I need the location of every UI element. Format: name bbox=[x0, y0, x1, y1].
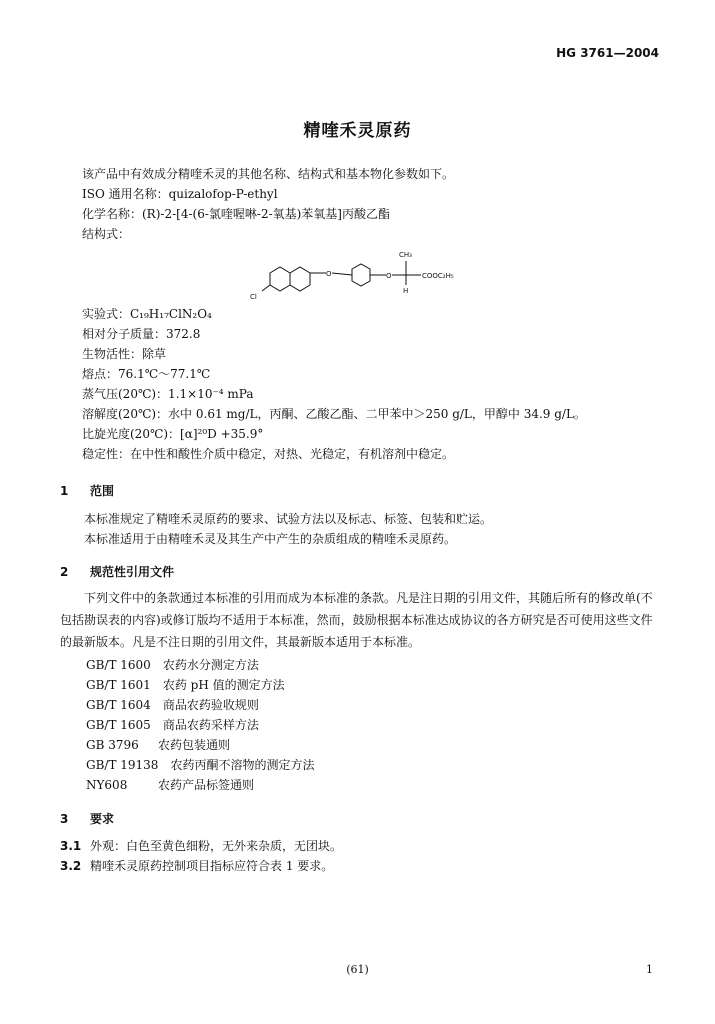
reference-code: GB/T 1604 bbox=[86, 698, 151, 712]
requirement-text: 外观：白色至黄色细粉，无外来杂质，无团块。 bbox=[90, 839, 343, 853]
section-heading-requirements bbox=[60, 810, 114, 827]
reference-title: 农药水分测定方法 bbox=[162, 658, 259, 672]
ether-oxygen-label: O bbox=[386, 272, 392, 280]
property-optical-rotation: 比旋光度(20℃)：[α]²⁰D +35.9° bbox=[82, 427, 264, 441]
reference-code: GB/T 1600 bbox=[86, 658, 151, 672]
hydrogen-label: H bbox=[403, 287, 409, 295]
reference-code: NY608 bbox=[86, 778, 128, 792]
property-stability: 稳定性：在中性和酸性介质中稳定，对热、光稳定，有机溶剂中稳定。 bbox=[82, 447, 455, 461]
reference-title: 商品农药验收规则 bbox=[162, 698, 259, 712]
property-bioactivity: 生物活性：除草 bbox=[82, 347, 167, 361]
reference-item bbox=[86, 736, 230, 753]
reference-code: GB 3796 bbox=[86, 738, 139, 752]
requirement-item bbox=[60, 857, 333, 874]
reference-code: GB/T 1605 bbox=[86, 718, 151, 732]
reference-title: 农药丙酮不溶物的测定方法 bbox=[170, 758, 315, 772]
section-number: 2 bbox=[60, 565, 69, 579]
intro-line: 该产品中有效成分精喹禾灵的其他名称、结构式和基本物化参数如下。 bbox=[82, 167, 455, 181]
reference-item bbox=[86, 756, 314, 773]
requirement-item bbox=[60, 837, 342, 854]
iso-name-line: ISO 通用名称：quizalofop-P-ethyl bbox=[82, 187, 278, 201]
structure-label: 结构式： bbox=[82, 227, 131, 241]
scope-paragraph: 本标准适用于由精喹禾灵及其生产中产生的杂质组成的精喹禾灵原药。 bbox=[84, 532, 457, 546]
document-title: 精喹禾灵原药 bbox=[303, 121, 412, 141]
page-number: (61) bbox=[346, 963, 369, 976]
chemical-name-line: 化学名称：(R)-2-[4-(6-氯喹喔啉-2-氧基)苯氧基]丙酸乙酯 bbox=[82, 207, 390, 221]
section-title: 要求 bbox=[90, 812, 115, 826]
requirement-number: 3.1 bbox=[60, 839, 82, 853]
ester-label: COOC₂H₅ bbox=[422, 272, 454, 280]
structural-formula-diagram bbox=[246, 243, 486, 303]
property-molecular-mass: 相对分子质量：372.8 bbox=[82, 327, 201, 341]
reference-title: 农药包装通则 bbox=[158, 738, 231, 752]
reference-title: 农药 pH 值的测定方法 bbox=[162, 678, 285, 692]
reference-item bbox=[86, 716, 259, 733]
section-heading-normative bbox=[60, 563, 174, 580]
normative-paragraph: 下列文件中的条款通过本标准的引用而成为本标准的条款。凡是注日期的引用文件，其随后所有的修改单(不包括勘误表的内容)或修订版均不适用于本标准，然而，鼓励根据本标准达成协议的各方研究是否可使用这些文件的最新版本。凡是不注日期的引用文件，其最新版本适用于本标准。 bbox=[60, 591, 653, 649]
standard-code: HG 3761—2004 bbox=[556, 46, 659, 60]
ether-oxygen-label: O bbox=[326, 270, 332, 278]
reference-title: 商品农药采样方法 bbox=[162, 718, 259, 732]
reference-code: GB/T 19138 bbox=[86, 758, 159, 772]
section-number: 1 bbox=[60, 484, 69, 498]
section-title: 规范性引用文件 bbox=[90, 565, 175, 579]
reference-item bbox=[86, 656, 259, 673]
property-vapor-pressure: 蒸气压(20℃)：1.1×10⁻⁴ mPa bbox=[82, 387, 254, 401]
footer-mark: 1 bbox=[646, 963, 653, 976]
property-formula: 实验式：C₁₉H₁₇ClN₂O₄ bbox=[82, 307, 212, 321]
section-title: 范围 bbox=[90, 484, 115, 498]
methyl-label: CH₃ bbox=[399, 251, 412, 259]
requirement-number: 3.2 bbox=[60, 859, 82, 873]
reference-title: 农药产品标签通则 bbox=[158, 778, 255, 792]
reference-item bbox=[86, 676, 285, 693]
property-solubility: 溶解度(20℃)：水中 0.61 mg/L，丙酮、乙酸乙酯、二甲苯中＞250 g/L，甲醇中 34.9 g/L。 bbox=[82, 407, 586, 421]
reference-item bbox=[86, 776, 254, 793]
section-heading-scope bbox=[60, 482, 114, 499]
chloro-label: Cl bbox=[250, 293, 257, 301]
requirement-text: 精喹禾灵原药控制项目指标应符合表 1 要求。 bbox=[90, 859, 334, 873]
section-number: 3 bbox=[60, 812, 69, 826]
reference-code: GB/T 1601 bbox=[86, 678, 151, 692]
scope-paragraph: 本标准规定了精喹禾灵原药的要求、试验方法以及标志、标签、包装和贮运。 bbox=[84, 512, 493, 526]
property-melting-point: 熔点：76.1℃～77.1℃ bbox=[82, 367, 211, 381]
reference-item bbox=[86, 696, 259, 713]
